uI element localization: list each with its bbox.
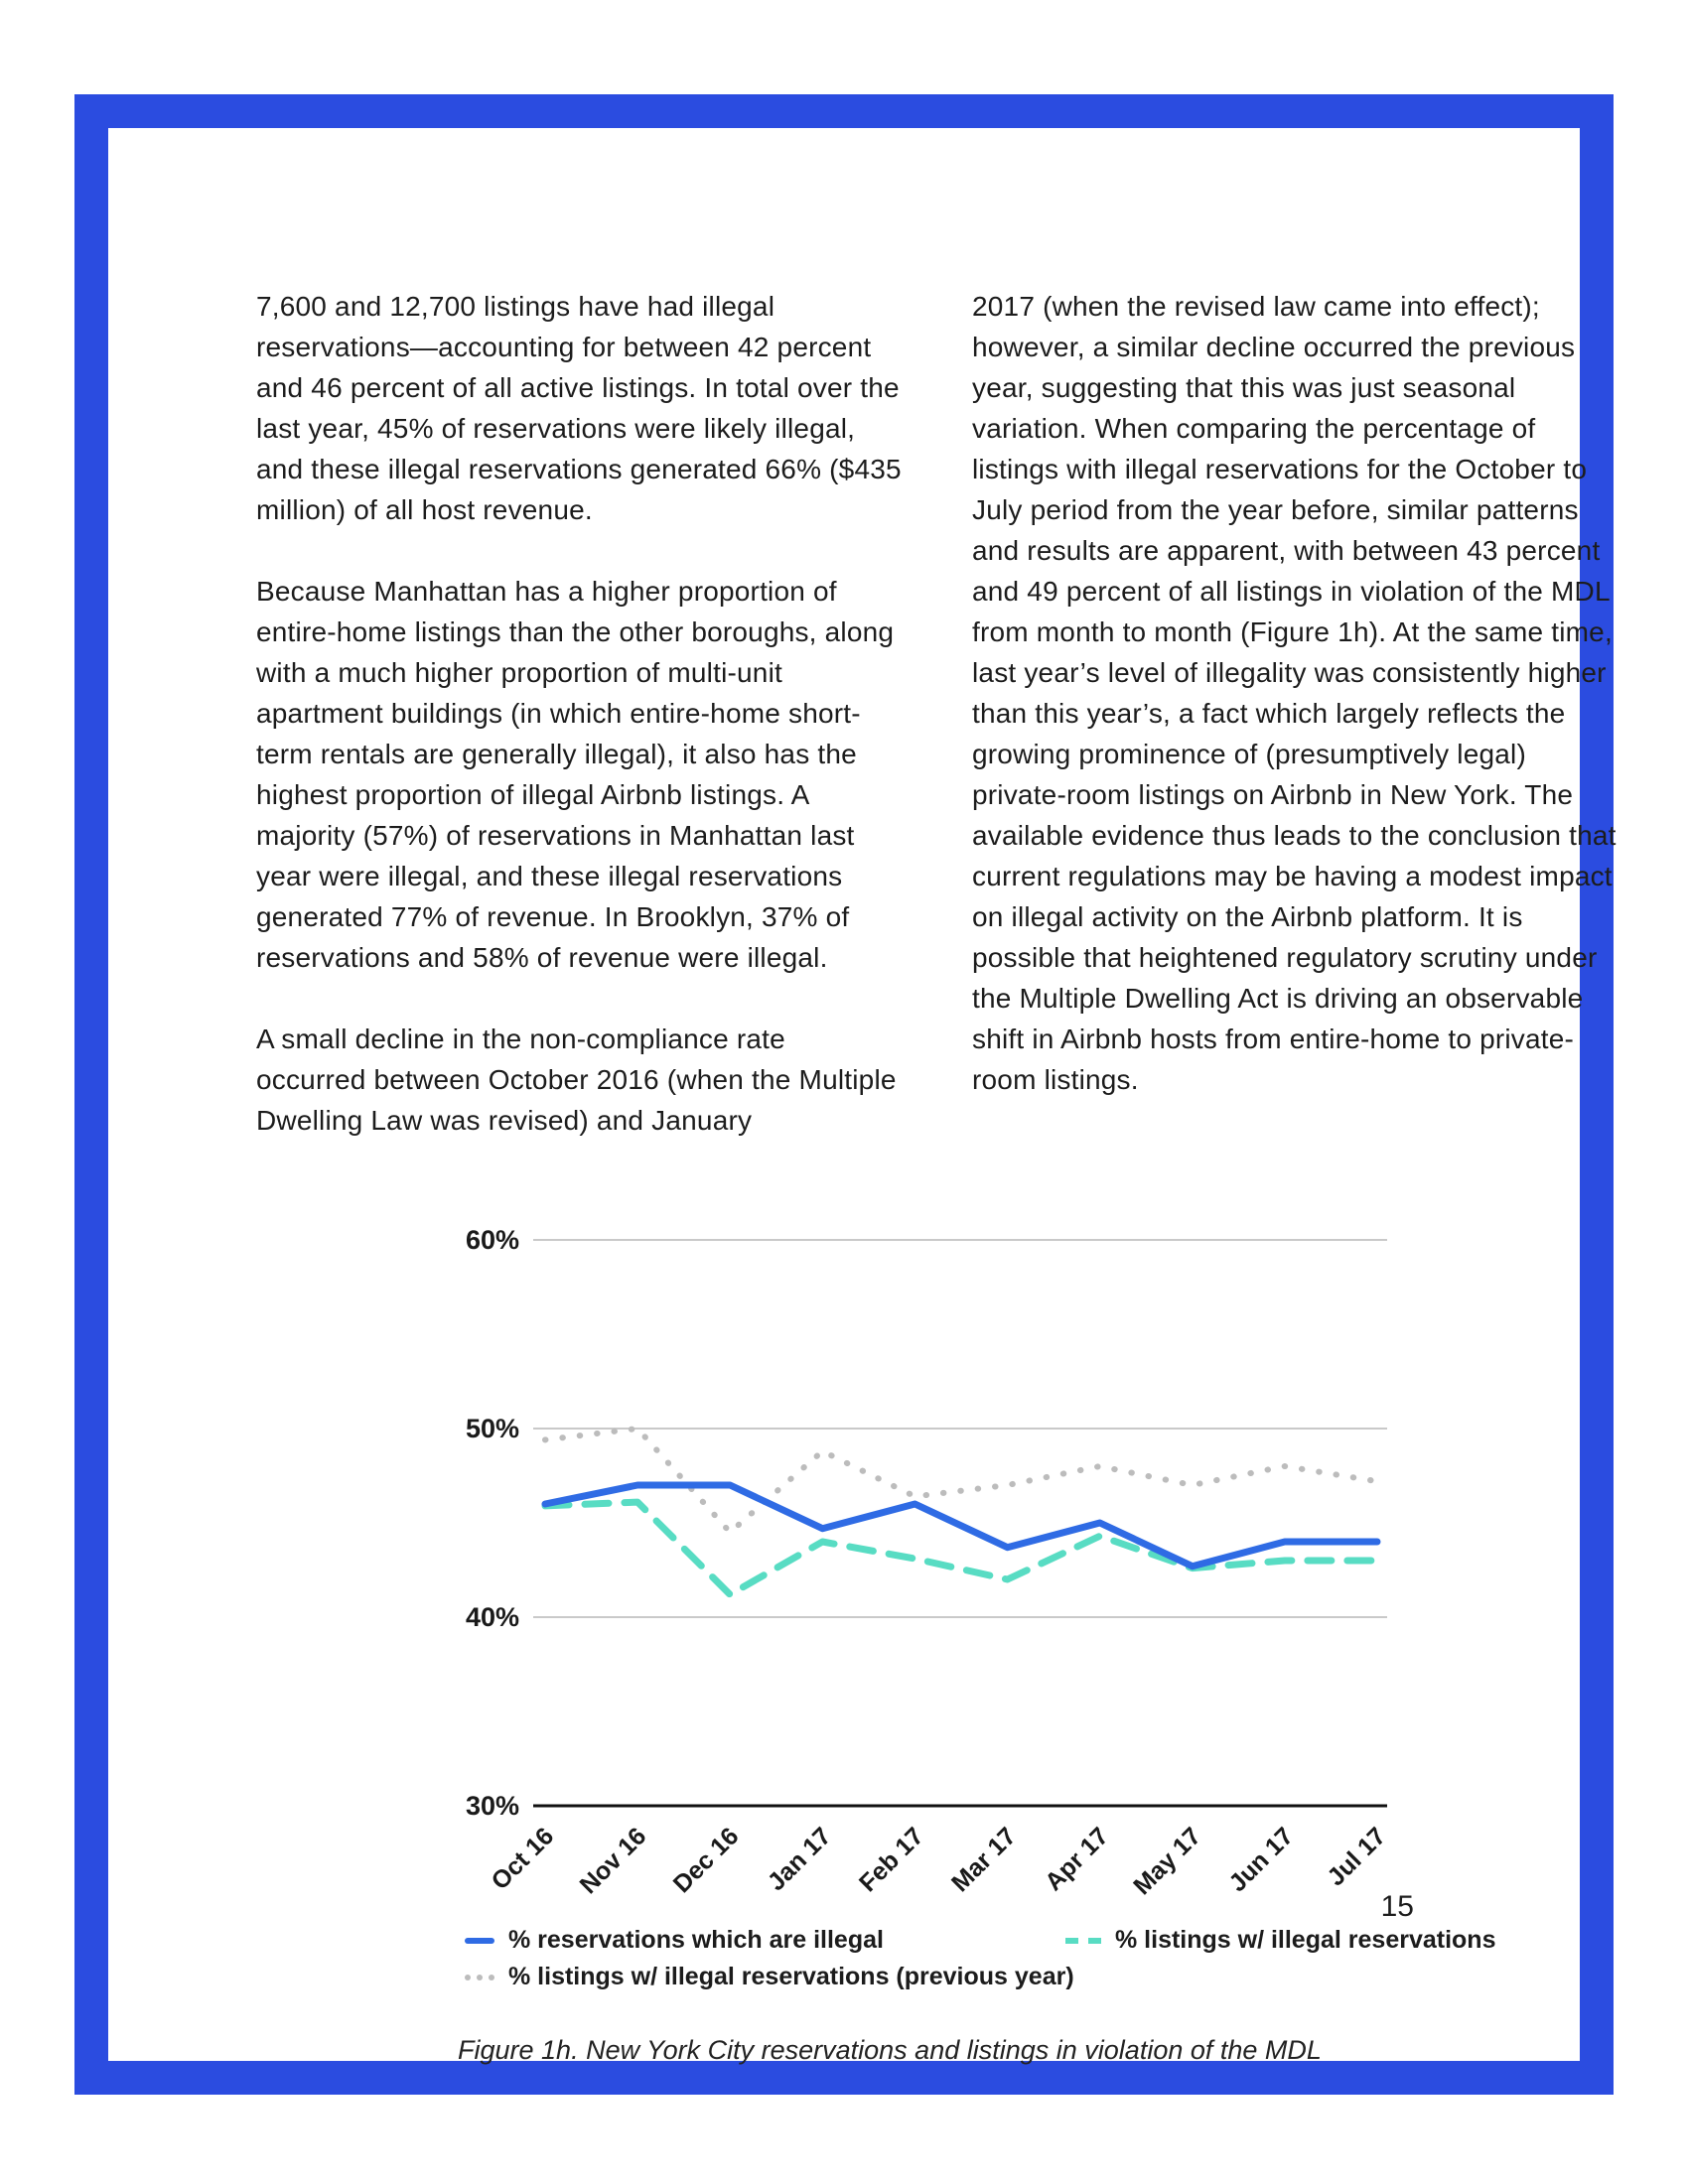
paragraph: 2017 (when the revised law came into effect); however, a similar decline occurred the previous year, suggesting that this was just seasonal variation. When comparing the percentage of listings with illegal reservations for the October to July period from the year before, similar patterns and results are apparent, with between 43 percent and 49 percent of all listings in violation of the MDL from month to month (Figure 1h). At the same time, last year’s level of illegality was consistently higher than this year’s, a fact which largely reflects the growing prominence of (presumptively legal) private-room listings on Airbnb in New York. The available evidence thus leads to the conclusion that current regulations may be having a modest impact on illegal activity on the Airbnb platform. It is possible that heightened regulatory scrutiny under the Multiple Dwelling Act is driving an observable shift in Airbnb hosts from entire-home to private-room listings. (972, 291, 1617, 1095)
legend-item-listings-illegal-previous-year (465, 1963, 1074, 1991)
svg-text:60%: 60% (465, 1225, 519, 1255)
page-number: 15 (1380, 1890, 1414, 1923)
line-chart (434, 1200, 1472, 1900)
left-column (256, 286, 903, 1141)
paragraph: Because Manhattan has a higher proportion of entire-home listings than the other boroughs, along with a much higher proportion of multi-unit apartment buildings (in which entire-home short-term rentals are generally illegal), it also has the highest proportion of illegal Airbnb listings. A majority (57%) of reservations in Manhattan last year were illegal, and these illegal reservations generated 77% of revenue. In Brooklyn, 37% of reservations and 58% of revenue were illegal. (256, 576, 895, 973)
page-content (216, 256, 1617, 2065)
svg-text:30%: 30% (465, 1791, 519, 1821)
svg-text:Feb 17: Feb 17 (853, 1822, 929, 1895)
legend-label: % reservations which are illegal (508, 1926, 884, 1954)
svg-text:Jun 17: Jun 17 (1223, 1822, 1300, 1895)
legend-label: % listings w/ illegal reservations (1115, 1926, 1496, 1954)
svg-text:Jan 17: Jan 17 (762, 1822, 837, 1895)
legend-label: % listings w/ illegal reservations (previous year) (508, 1963, 1074, 1990)
svg-text:Nov 16: Nov 16 (574, 1822, 652, 1895)
svg-text:May 17: May 17 (1128, 1822, 1207, 1895)
legend-item-reservations-illegal (465, 1926, 1046, 1955)
paragraph: A small decline in the non-compliance rate occurred between October 2016 (when the Multiple Dwelling Law was revised) and January (256, 1024, 897, 1136)
figure-1h (216, 1200, 1496, 2066)
right-column (972, 286, 1618, 1141)
legend-marker-dashed-line-icon (1065, 1938, 1101, 1944)
line-chart-svg (434, 1200, 1675, 1895)
svg-text:Dec 16: Dec 16 (667, 1822, 745, 1895)
svg-text:Jul 17: Jul 17 (1322, 1822, 1392, 1892)
svg-text:Apr 17: Apr 17 (1040, 1822, 1114, 1895)
figure-caption: Figure 1h. New York City reservations and listings in violation of the MDL (458, 2035, 1322, 2065)
body-text-columns (216, 256, 1617, 1141)
page-border-frame (74, 94, 1617, 2095)
legend-item-listings-illegal (1065, 1926, 1495, 1955)
legend-marker-dotted-line-icon (465, 1975, 471, 1980)
svg-text:Oct 16: Oct 16 (486, 1822, 560, 1895)
svg-text:40%: 40% (465, 1602, 519, 1632)
chart-legend (465, 1926, 1496, 1991)
svg-text:50%: 50% (465, 1414, 519, 1443)
svg-text:Mar 17: Mar 17 (945, 1822, 1022, 1895)
paragraph: 7,600 and 12,700 listings have had illegal reservations—accounting for between 42 percent and 46 percent of all active listings. In total over the last year, 45% of reservations were likely illegal, and these illegal reservations generated 66% ($435 million) of all host revenue. (256, 291, 902, 525)
legend-marker-solid-line-icon (465, 1938, 494, 1944)
